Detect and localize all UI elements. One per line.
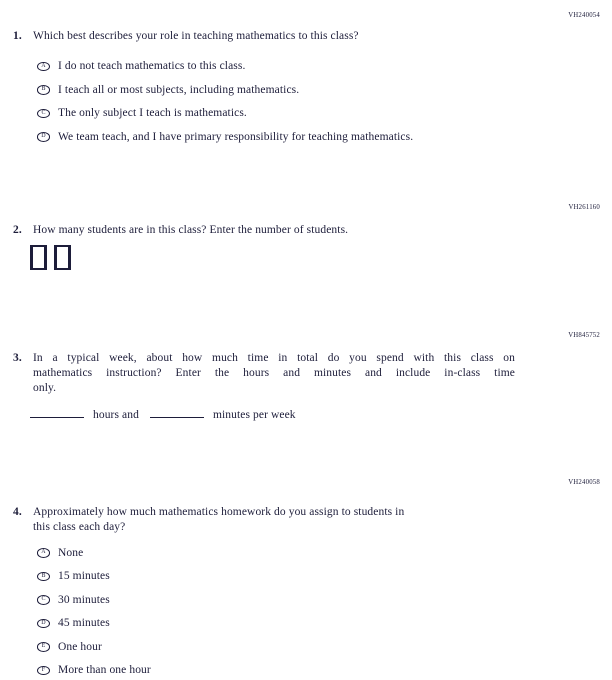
option-label: 45 minutes (58, 617, 110, 629)
option-label: We team teach, and I have primary responsibility for teaching mathematics. (58, 130, 414, 143)
form-item-code: VH240058 (568, 478, 600, 486)
option-label: More than one hour (58, 664, 151, 676)
question-text-line: How many students are in this class? Enter the number of students. (33, 223, 349, 236)
answer-option (0, 569, 612, 584)
answer-bubble[interactable]: D (37, 619, 50, 629)
question-text (33, 505, 515, 535)
question-text-line: only. (33, 381, 57, 394)
question-number: 3. (13, 351, 22, 364)
question-text (33, 223, 515, 238)
question-4-block (0, 478, 612, 679)
question-4 (0, 505, 612, 535)
answer-bubble[interactable]: A (37, 548, 50, 558)
answer-option (0, 83, 612, 98)
question-3-block (0, 331, 612, 421)
question-3 (0, 351, 612, 396)
answer-option (0, 106, 612, 121)
students-digit-box[interactable] (30, 245, 47, 270)
answer-option (0, 546, 612, 561)
answer-option (0, 663, 612, 678)
answer-option (0, 59, 612, 74)
hours-label: hours and (93, 408, 139, 421)
minutes-label: minutes per week (212, 408, 296, 421)
option-label: None (58, 546, 84, 559)
option-label: The only subject I teach is mathematics. (58, 107, 247, 119)
question-1-block (0, 11, 612, 145)
question-number: 4. (13, 505, 22, 518)
answer-option (0, 130, 612, 145)
answer-bubble[interactable]: F (37, 666, 50, 676)
question-number: 1. (13, 30, 22, 42)
answer-bubble[interactable]: D (37, 132, 50, 142)
students-count-entry (0, 245, 612, 270)
time-fill-in (0, 405, 612, 421)
question-text-line: mathematics instruction? Enter the hours and minutes and include in-class time (33, 366, 515, 379)
answer-bubble[interactable]: A (37, 62, 50, 72)
answer-bubble[interactable]: C (37, 109, 50, 119)
question-text-line: Which best describes your role in teaching mathematics to this class? (33, 30, 359, 42)
question-4-options (0, 546, 612, 679)
answer-bubble[interactable]: E (37, 642, 50, 652)
option-label: I do not teach mathematics to this class. (58, 60, 246, 72)
question-1-options (0, 59, 612, 145)
option-label: 30 minutes (58, 593, 110, 606)
question-text-line: In a typical week, about how much time in total do you spend with this class on (33, 351, 515, 364)
form-item-code: VH240054 (568, 12, 600, 19)
answer-bubble[interactable]: B (37, 85, 50, 95)
question-text (33, 351, 515, 396)
question-1 (0, 29, 612, 44)
answer-option (0, 640, 612, 655)
form-item-code: VH261160 (568, 203, 600, 211)
option-label: 15 minutes (58, 570, 110, 582)
option-label: I teach all or most subjects, including mathematics. (58, 83, 300, 96)
question-number: 2. (13, 223, 22, 236)
minutes-blank[interactable] (150, 405, 204, 418)
students-digit-box[interactable] (54, 245, 71, 270)
option-label: One hour (58, 640, 102, 653)
answer-option (0, 616, 612, 631)
question-text (33, 29, 515, 44)
question-text-line: Approximately how much mathematics homework do you assign to students in (33, 505, 405, 518)
hours-blank[interactable] (30, 405, 84, 418)
question-2 (0, 223, 612, 238)
question-text-line: this class each day? (33, 520, 126, 533)
answer-bubble[interactable]: C (37, 595, 50, 605)
answer-bubble[interactable]: B (37, 572, 50, 582)
question-2-block (0, 203, 612, 270)
form-item-code: VH845752 (568, 331, 600, 339)
answer-option (0, 593, 612, 608)
